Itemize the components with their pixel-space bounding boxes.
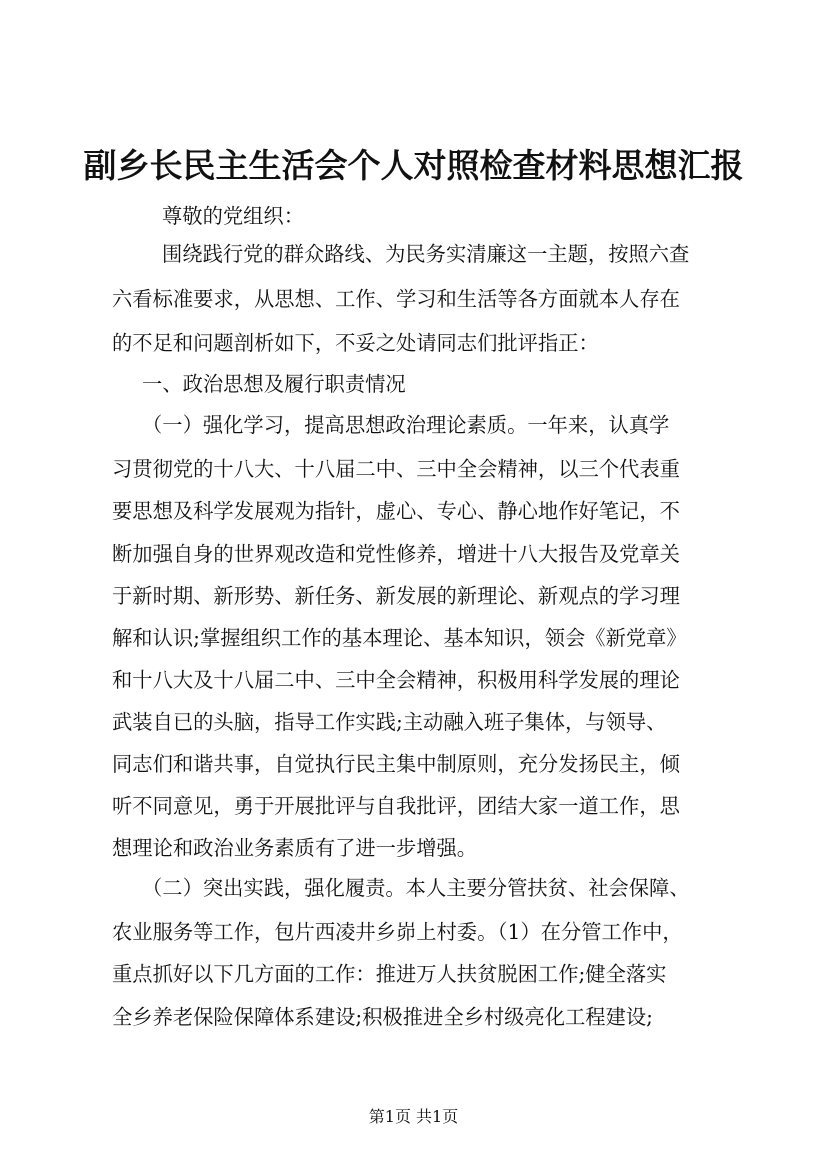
paragraph-line: 习贯彻党的十八大、十八届二中、三中全会精神，以三个代表重	[112, 457, 680, 481]
paragraph-line: 断加强自身的世界观改造和党性修养，增进十八大报告及党章关	[112, 542, 680, 566]
paragraph-line: 六看标准要求，从思想、工作、学习和生活等各方面就本人存在	[112, 287, 680, 311]
paragraph-line: 围绕践行党的群众路线、为民务实清廉这一主题，按照六查	[162, 242, 690, 266]
paragraph-line: 要思想及科学发展观为指针，虚心、专心、静心地作好笔记，不	[112, 499, 680, 523]
paragraph-line: 同志们和谐共事，自觉执行民主集中制原则，充分发扬民主，倾	[112, 752, 680, 776]
paragraph-line: 想理论和政治业务素质有了进一步增强。	[112, 836, 478, 860]
paragraph-line: 的不足和问题剖析如下，不妥之处请同志们批评指正：	[112, 331, 599, 355]
paragraph-line: 于新时期、新形势、新任务、新发展的新理论、新观点的学习理	[112, 584, 680, 608]
document-title: 副乡长民主生活会个人对照检查材料思想汇报	[83, 146, 744, 185]
section-heading: 一、政治思想及履行职责情况	[142, 372, 406, 396]
salutation: 尊敬的党组织：	[162, 204, 304, 228]
page-number: 第1页 共1页	[368, 1107, 459, 1126]
paragraph-line: 全乡养老保险保障体系建设;积极推进全乡村级亮化工程建设;	[112, 1005, 653, 1029]
paragraph-line: 武装自已的头脑，指导工作实践;主动融入班子集体，与领导、	[112, 710, 667, 734]
paragraph-line: 听不同意见，勇于开展批评与自我批评，团结大家一道工作，思	[112, 794, 680, 818]
paragraph-line: 农业服务等工作，包片西凌井乡峁上村委。（1）在分管工作中，	[112, 920, 683, 944]
paragraph-line: （二）突出实践，强化履责。本人主要分管扶贫、社会保障、	[142, 876, 690, 900]
paragraph-line: 重点抓好以下几方面的工作：推进万人扶贫脱困工作;健全落实	[112, 962, 667, 986]
paragraph-line: 解和认识;掌握组织工作的基本理论、基本知识，领会《新党章》	[112, 626, 687, 650]
paragraph-line: 和十八大及十八届二中、三中全会精神，积极用科学发展的理论	[112, 668, 680, 692]
paragraph-line: （一）强化学习，提高思想政治理论素质。一年来，认真学	[142, 413, 670, 437]
